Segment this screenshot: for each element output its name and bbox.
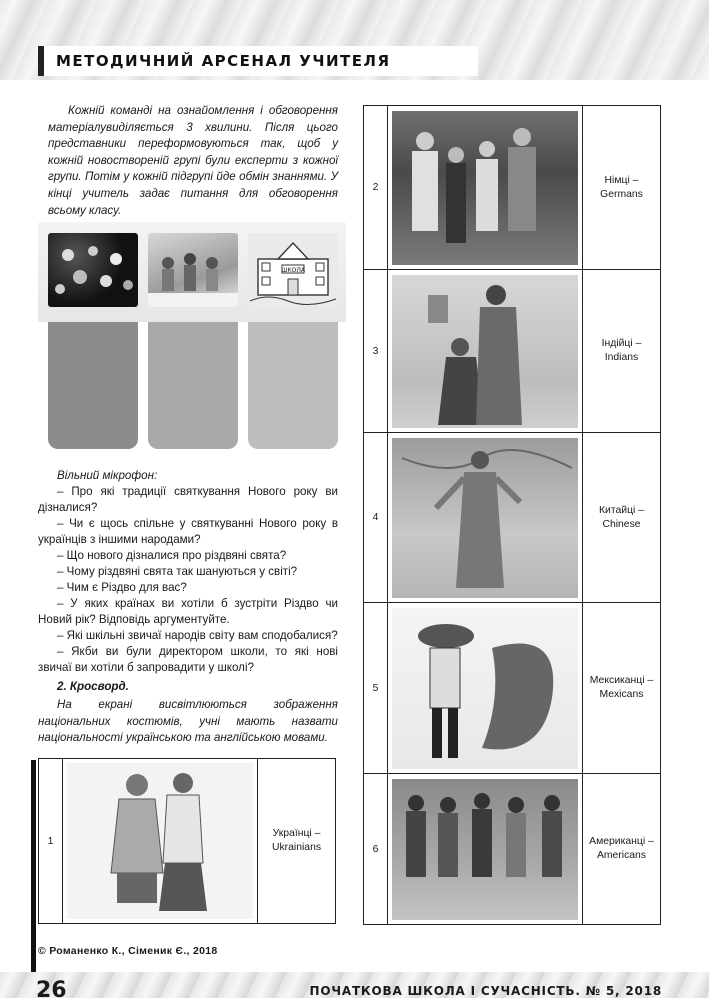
- nationality-en: Mexicans: [599, 689, 644, 700]
- costume-table-right: [363, 105, 661, 925]
- nationality-cell: [258, 759, 336, 924]
- crossword-text: На екрані висвітлюються зображення національних костюмів, учні мають назвати національності українською та англійською мовами.: [38, 698, 338, 745]
- nationality-en: Germans: [600, 188, 643, 200]
- group-card-3: [248, 322, 338, 449]
- question-item: – Які шкільні звичаї народів світу вам сподобалися?: [57, 629, 338, 642]
- row-number: 1: [39, 759, 63, 924]
- chinese-costume-photo: [392, 438, 578, 598]
- row-number: 2: [364, 106, 388, 270]
- costume-photo-cell: [388, 433, 583, 603]
- row-number: 6: [364, 774, 388, 925]
- table-row: [39, 759, 336, 924]
- crossword-title: 2. Кросворд.: [57, 680, 129, 693]
- new-year-party-image: [48, 233, 138, 307]
- mexican-costume-photo: [392, 608, 578, 769]
- school-building-image: [248, 233, 338, 307]
- journal-title: ПОЧАТКОВА ШКОЛА І СУЧАСНІСТЬ. № 5, 2018: [309, 984, 662, 998]
- row-number: 3: [364, 270, 388, 433]
- german-costume-photo: [392, 111, 578, 265]
- american-costume-photo: [392, 779, 578, 920]
- row-number: 4: [364, 433, 388, 603]
- table-row: [364, 433, 661, 603]
- nationality-ua: Американці –: [589, 836, 654, 847]
- question-item: – Якби ви були директором школи, то які нові звичаї ви хотіли б запровадити у школі?: [38, 645, 338, 674]
- table-row: [364, 270, 661, 433]
- group-card-1: [48, 322, 138, 449]
- school-sign-text: ШКОЛА: [280, 267, 306, 274]
- question-item: – Чим є Різдво для вас?: [57, 581, 187, 594]
- nationality-cell: [583, 433, 661, 603]
- nationality-cell: [583, 270, 661, 433]
- question-item: – Чому різдвяні свята так шануються у світі?: [57, 565, 298, 578]
- nationality-ua: Німці –: [604, 174, 639, 186]
- nationality-ua: Мексиканці –: [589, 675, 654, 686]
- group-card-2: [148, 322, 238, 449]
- question-item: – Чи є щось спільне у святкуванні Нового року в українців з іншими народами?: [38, 517, 338, 546]
- costume-photo-cell: [63, 759, 258, 924]
- nationality-en: Indians: [604, 352, 639, 363]
- free-microphone-section: [38, 468, 338, 676]
- costume-photo-cell: [388, 774, 583, 925]
- question-item: – У яких країнах ви хотіли б зустріти Різдво чи Новий рік? Відповідь аргументуйте.: [38, 597, 338, 626]
- nationality-ua: Індійці –: [601, 338, 642, 349]
- costume-photo-cell: [388, 106, 583, 270]
- intro-paragraph: Кожній команді на ознайомлення і обговорення матеріалувиділяється 3 хвилини. Після цього представники переформовуються так, щоб у кожній новоствореній групі були експерти з кожної групи. Потім у кожній підгрупі йде обмін знаннями. У кінці учитель задає питання для обговорення всьому класу.: [48, 104, 338, 217]
- image-collage: [38, 222, 346, 322]
- nationality-en: Americans: [596, 850, 647, 861]
- nationality-ua: Китайці –: [598, 504, 644, 516]
- nationality-cell: [583, 106, 661, 270]
- table-row: [364, 774, 661, 925]
- question-item: – Про які традиції святкування Нового року ви дізналися?: [38, 485, 338, 514]
- table-row: [364, 603, 661, 774]
- row-number: 5: [364, 603, 388, 774]
- costume-photo-cell: [388, 270, 583, 433]
- copyright-line: © Романенко К., Сіменик Є., 2018: [38, 945, 218, 957]
- nationality-cell: [583, 603, 661, 774]
- table-row: [364, 106, 661, 270]
- question-item: – Що нового дізналися про різдвяні свята?: [57, 549, 287, 562]
- ukrainian-costume-photo: [67, 763, 253, 919]
- nationality-en: Ukrainians: [271, 842, 322, 853]
- indian-costume-photo: [392, 275, 578, 428]
- costume-photo-cell: [388, 603, 583, 774]
- costume-table-left: [38, 758, 336, 924]
- microphone-title: Вільний мікрофон:: [57, 469, 158, 482]
- nationality-ua: Українці –: [272, 828, 321, 839]
- nationality-en: Chinese: [602, 518, 641, 530]
- section-title: МЕТОДИЧНИЙ АРСЕНАЛ УЧИТЕЛЯ: [38, 46, 478, 76]
- page-number: 26: [36, 978, 67, 998]
- nationality-cell: [583, 774, 661, 925]
- carolers-image: [148, 233, 238, 307]
- margin-rule: [31, 760, 36, 998]
